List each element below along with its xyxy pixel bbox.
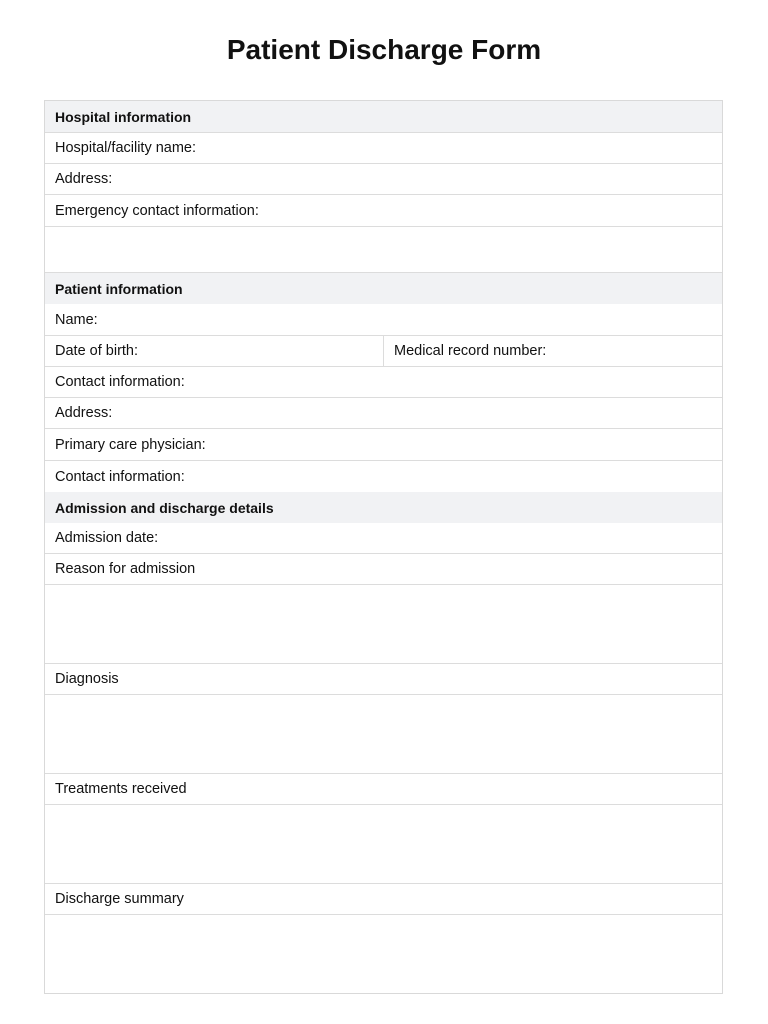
hospital-address-label: Address: — [55, 171, 113, 187]
patient-contact-field[interactable] — [45, 367, 722, 398]
emergency-contact-label: Emergency contact information: — [55, 202, 259, 219]
hospital-address-field[interactable] — [45, 164, 722, 195]
diagnosis-textarea[interactable] — [45, 695, 722, 774]
summary-textarea[interactable] — [45, 915, 722, 993]
reason-label: Reason for admission — [55, 561, 196, 577]
hospital-name-label: Hospital/facility name: — [55, 140, 197, 156]
section-title-hospital: Hospital information — [55, 108, 192, 125]
admission-date-field[interactable] — [45, 523, 722, 554]
patient-name-label: Name: — [55, 311, 98, 328]
page-title: Patient Discharge Form — [226, 34, 542, 65]
dob-field[interactable] — [45, 336, 384, 366]
physician-contact-field[interactable] — [45, 461, 722, 492]
treatments-label-row — [45, 774, 722, 805]
emergency-contact-blank[interactable] — [45, 227, 722, 273]
reason-textarea[interactable] — [45, 585, 722, 664]
patient-address-field[interactable] — [45, 398, 722, 429]
patient-address-label: Address: — [55, 405, 113, 421]
section-header-hospital — [45, 101, 722, 133]
summary-label-row — [45, 884, 722, 915]
section-title-patient: Patient information — [55, 280, 183, 297]
physician-label: Primary care physician: — [55, 436, 206, 453]
mrn-label: Medical record number: — [394, 343, 547, 359]
diagnosis-label: Diagnosis — [55, 671, 119, 687]
treatments-textarea[interactable] — [45, 805, 722, 884]
section-title-admission: Admission and discharge details — [55, 499, 274, 516]
dob-label: Date of birth: — [55, 343, 139, 359]
treatments-label: Treatments received — [55, 781, 187, 797]
hospital-name-field[interactable] — [45, 133, 722, 164]
section-header-admission — [45, 492, 722, 523]
diagnosis-label-row — [45, 664, 722, 695]
reason-label-row — [45, 554, 722, 585]
summary-label: Discharge summary — [55, 891, 184, 907]
dob-mrn-row — [45, 336, 722, 367]
physician-contact-label: Contact information: — [55, 468, 185, 485]
admission-date-label: Admission date: — [55, 530, 159, 546]
patient-name-field[interactable] — [45, 304, 722, 336]
emergency-contact-field[interactable] — [45, 195, 722, 227]
patient-contact-label: Contact information: — [55, 374, 185, 390]
section-header-patient — [45, 273, 722, 304]
physician-field[interactable] — [45, 429, 722, 461]
mrn-field[interactable] — [384, 336, 722, 366]
discharge-form — [44, 100, 723, 994]
